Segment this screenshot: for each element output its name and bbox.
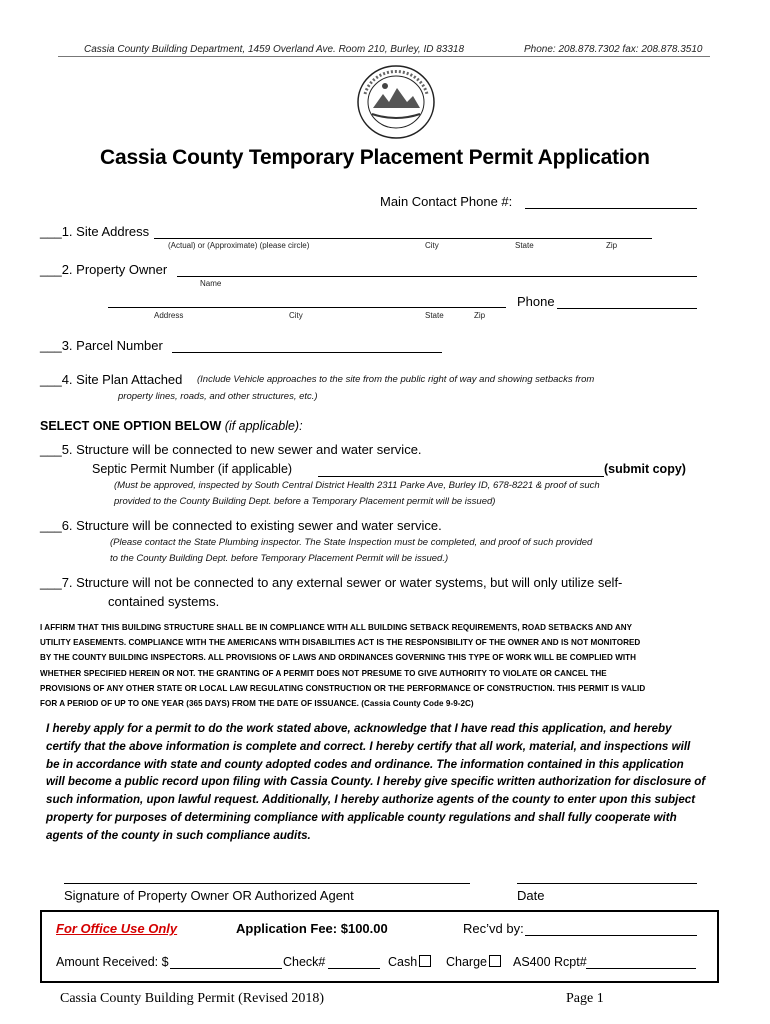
septic-permit-label: Septic Permit Number (if applicable) xyxy=(92,462,293,476)
affirmation-line: I hereby apply for a permit to do the work stated above, acknowledge that I have read this application, and hereby xyxy=(46,722,672,735)
owner-city-hint: City xyxy=(289,311,303,320)
property-owner-field[interactable] xyxy=(177,276,697,277)
recvd-by-label: Rec’vd by: xyxy=(463,921,524,936)
signature-label: Signature of Property Owner OR Authorized Agent xyxy=(64,888,354,903)
affirmation-statement xyxy=(46,720,705,845)
affirmation-caps-line: I AFFIRM THAT THIS BUILDING STRUCTURE SHALL BE IN COMPLIANCE WITH ALL BUILDING SETBACK REQUIREMENTS, ROAD SETBACKS AND ANY xyxy=(40,623,633,632)
site-city-hint: City xyxy=(425,241,439,250)
site-address-field[interactable] xyxy=(154,238,652,239)
site-plan-note-2: property lines, roads, and other structures, etc.) xyxy=(118,391,318,402)
date-field[interactable] xyxy=(517,883,697,884)
main-contact-label: Main Contact Phone #: xyxy=(380,194,513,209)
option-7-label-1: ___7. Structure will not be connected to any external sewer or water systems, but will only utilize self- xyxy=(40,575,623,590)
parcel-number-field[interactable] xyxy=(172,352,442,353)
owner-name-hint: Name xyxy=(200,279,222,288)
site-plan-note-1: (Include Vehicle approaches to the site from the public right of way and showing setbacks from xyxy=(197,374,595,385)
select-option-heading xyxy=(40,419,303,433)
site-plan-label: ___4. Site Plan Attached xyxy=(40,372,183,387)
affirmation-line: property for purposes of determining compliance with applicable county regulations and shall fully cooperate with xyxy=(46,810,677,824)
recvd-by-field[interactable] xyxy=(525,935,697,936)
option-5-note-2: provided to the County Building Dept. before a Temporary Placement permit will be issued) xyxy=(114,496,496,507)
septic-permit-field[interactable] xyxy=(318,476,604,477)
owner-address-hint: Address xyxy=(154,311,184,320)
owner-phone-label: Phone xyxy=(517,294,555,309)
cash-option xyxy=(388,955,431,969)
charge-label: Charge xyxy=(446,955,487,969)
option-5-note-1: (Must be approved, inspected by South Central District Health 2311 Parke Ave, Burley ID, 678-8221 & proof of such xyxy=(114,480,600,491)
as400-receipt-field[interactable] xyxy=(586,968,696,969)
affirmation-line: will become a public record upon filing with Cassia County. I hereby give specific written authorization for disclosure of xyxy=(46,775,706,789)
check-number-field[interactable] xyxy=(328,968,380,969)
affirmation-caps-line: WHETHER SPECIFIED HEREIN OR NOT. THE GRANTING OF A PERMIT DOES NOT PRESUME TO GIVE AUTHORITY TO VIOLATE OR CANCEL THE xyxy=(40,668,607,678)
parcel-number-label: ___3. Parcel Number xyxy=(40,338,163,353)
option-5-label: ___5. Structure will be connected to new sewer and water service. xyxy=(40,442,422,457)
main-contact-phone-field[interactable] xyxy=(525,208,697,209)
owner-phone-field[interactable] xyxy=(557,308,697,309)
site-address-label: ___1. Site Address xyxy=(40,224,150,239)
owner-zip-hint: Zip xyxy=(474,311,486,320)
property-owner-label: ___2. Property Owner xyxy=(40,262,168,277)
signature-field[interactable] xyxy=(64,883,470,884)
affirmation-line: certify that the above information is complete and correct. I hereby certify that all work, material, and inspections will xyxy=(46,739,691,753)
affirmation-line: be in accordance with state and county adopted codes and ordinance. The information contained in this application xyxy=(46,757,684,771)
option-6-label: ___6. Structure will be connected to existing sewer and water service. xyxy=(40,518,442,533)
county-seal-icon xyxy=(355,64,437,140)
select-option-label: SELECT ONE OPTION BELOW xyxy=(40,419,222,433)
option-6-note-2: to the County Building Dept. before Temporary Placement Permit will be issued.) xyxy=(110,553,449,564)
footer-page-number: Page 1 xyxy=(566,991,604,1006)
owner-address-field[interactable] xyxy=(108,307,506,308)
header-rule xyxy=(58,56,710,57)
application-fee: Application Fee: $100.00 xyxy=(236,921,388,936)
affirmation-caps-line: UTILITY EASEMENTS. COMPLIANCE WITH THE AMERICANS WITH DISABILITIES ACT IS THE RESPONSIBILITY OF THE OWNER AND IS NOT MONITORED xyxy=(40,638,641,648)
affirmation-line: such information, upon lawful request. Additionally, I hereby authorize agents of the county to enter upon this subject xyxy=(46,793,696,807)
submit-copy-label: (submit copy) xyxy=(604,462,686,476)
affirmation-caps-line: FOR A PERIOD OF UP TO ONE YEAR (365 DAYS) FROM THE DATE OF ISSUANCE. (Cassia County Code 9-9-2C) xyxy=(40,699,474,709)
owner-state-hint: State xyxy=(425,311,444,320)
affirmation-caps-line: BY THE COUNTY BUILDING INSPECTORS. ALL PROVISIONS OF LAWS AND ORDINANCES GOVERNING THIS TYPE OF WORK WILL BE COMPLIED WITH xyxy=(40,653,637,663)
page-title: Cassia County Temporary Placement Permit Application xyxy=(100,146,650,169)
date-label: Date xyxy=(517,888,545,903)
amount-received-field[interactable] xyxy=(170,968,282,969)
affirmation-caps xyxy=(40,620,645,711)
cash-checkbox[interactable] xyxy=(419,955,431,967)
check-label: Check# xyxy=(283,955,326,969)
site-address-hint: (Actual) or (Approximate) (please circle) xyxy=(168,241,310,250)
header-phone: Phone: 208.878.7302 fax: 208.878.3510 xyxy=(524,44,703,55)
site-zip-hint: Zip xyxy=(606,241,618,250)
footer-revision: Cassia County Building Permit (Revised 2018) xyxy=(60,991,325,1006)
select-option-italic: (if applicable): xyxy=(224,419,303,433)
option-7-label-2: contained systems. xyxy=(108,594,220,609)
charge-checkbox[interactable] xyxy=(489,955,501,967)
as400-label: AS400 Rcpt# xyxy=(513,955,587,969)
affirmation-caps-line: PROVISIONS OF ANY OTHER STATE OR LOCAL LAW REGULATING CONSTRUCTION OR THE PERFORMANCE OF CONSTRUCTION. THIS PERMIT IS VALID xyxy=(40,683,646,693)
office-use-label: For Office Use Only xyxy=(56,921,178,936)
amount-received-label: Amount Received: $ xyxy=(56,955,169,969)
option-6-note-1: (Please contact the State Plumbing inspector. The State Inspection must be completed, and proof of such provided xyxy=(110,537,593,548)
affirmation-line: agents of the county in such compliance audits. xyxy=(46,828,311,842)
charge-option xyxy=(446,955,501,969)
site-state-hint: State xyxy=(515,241,534,250)
cash-label: Cash xyxy=(388,955,418,969)
header-address: Cassia County Building Department, 1459 Overland Ave. Room 210, Burley, ID 83318 xyxy=(84,44,465,55)
